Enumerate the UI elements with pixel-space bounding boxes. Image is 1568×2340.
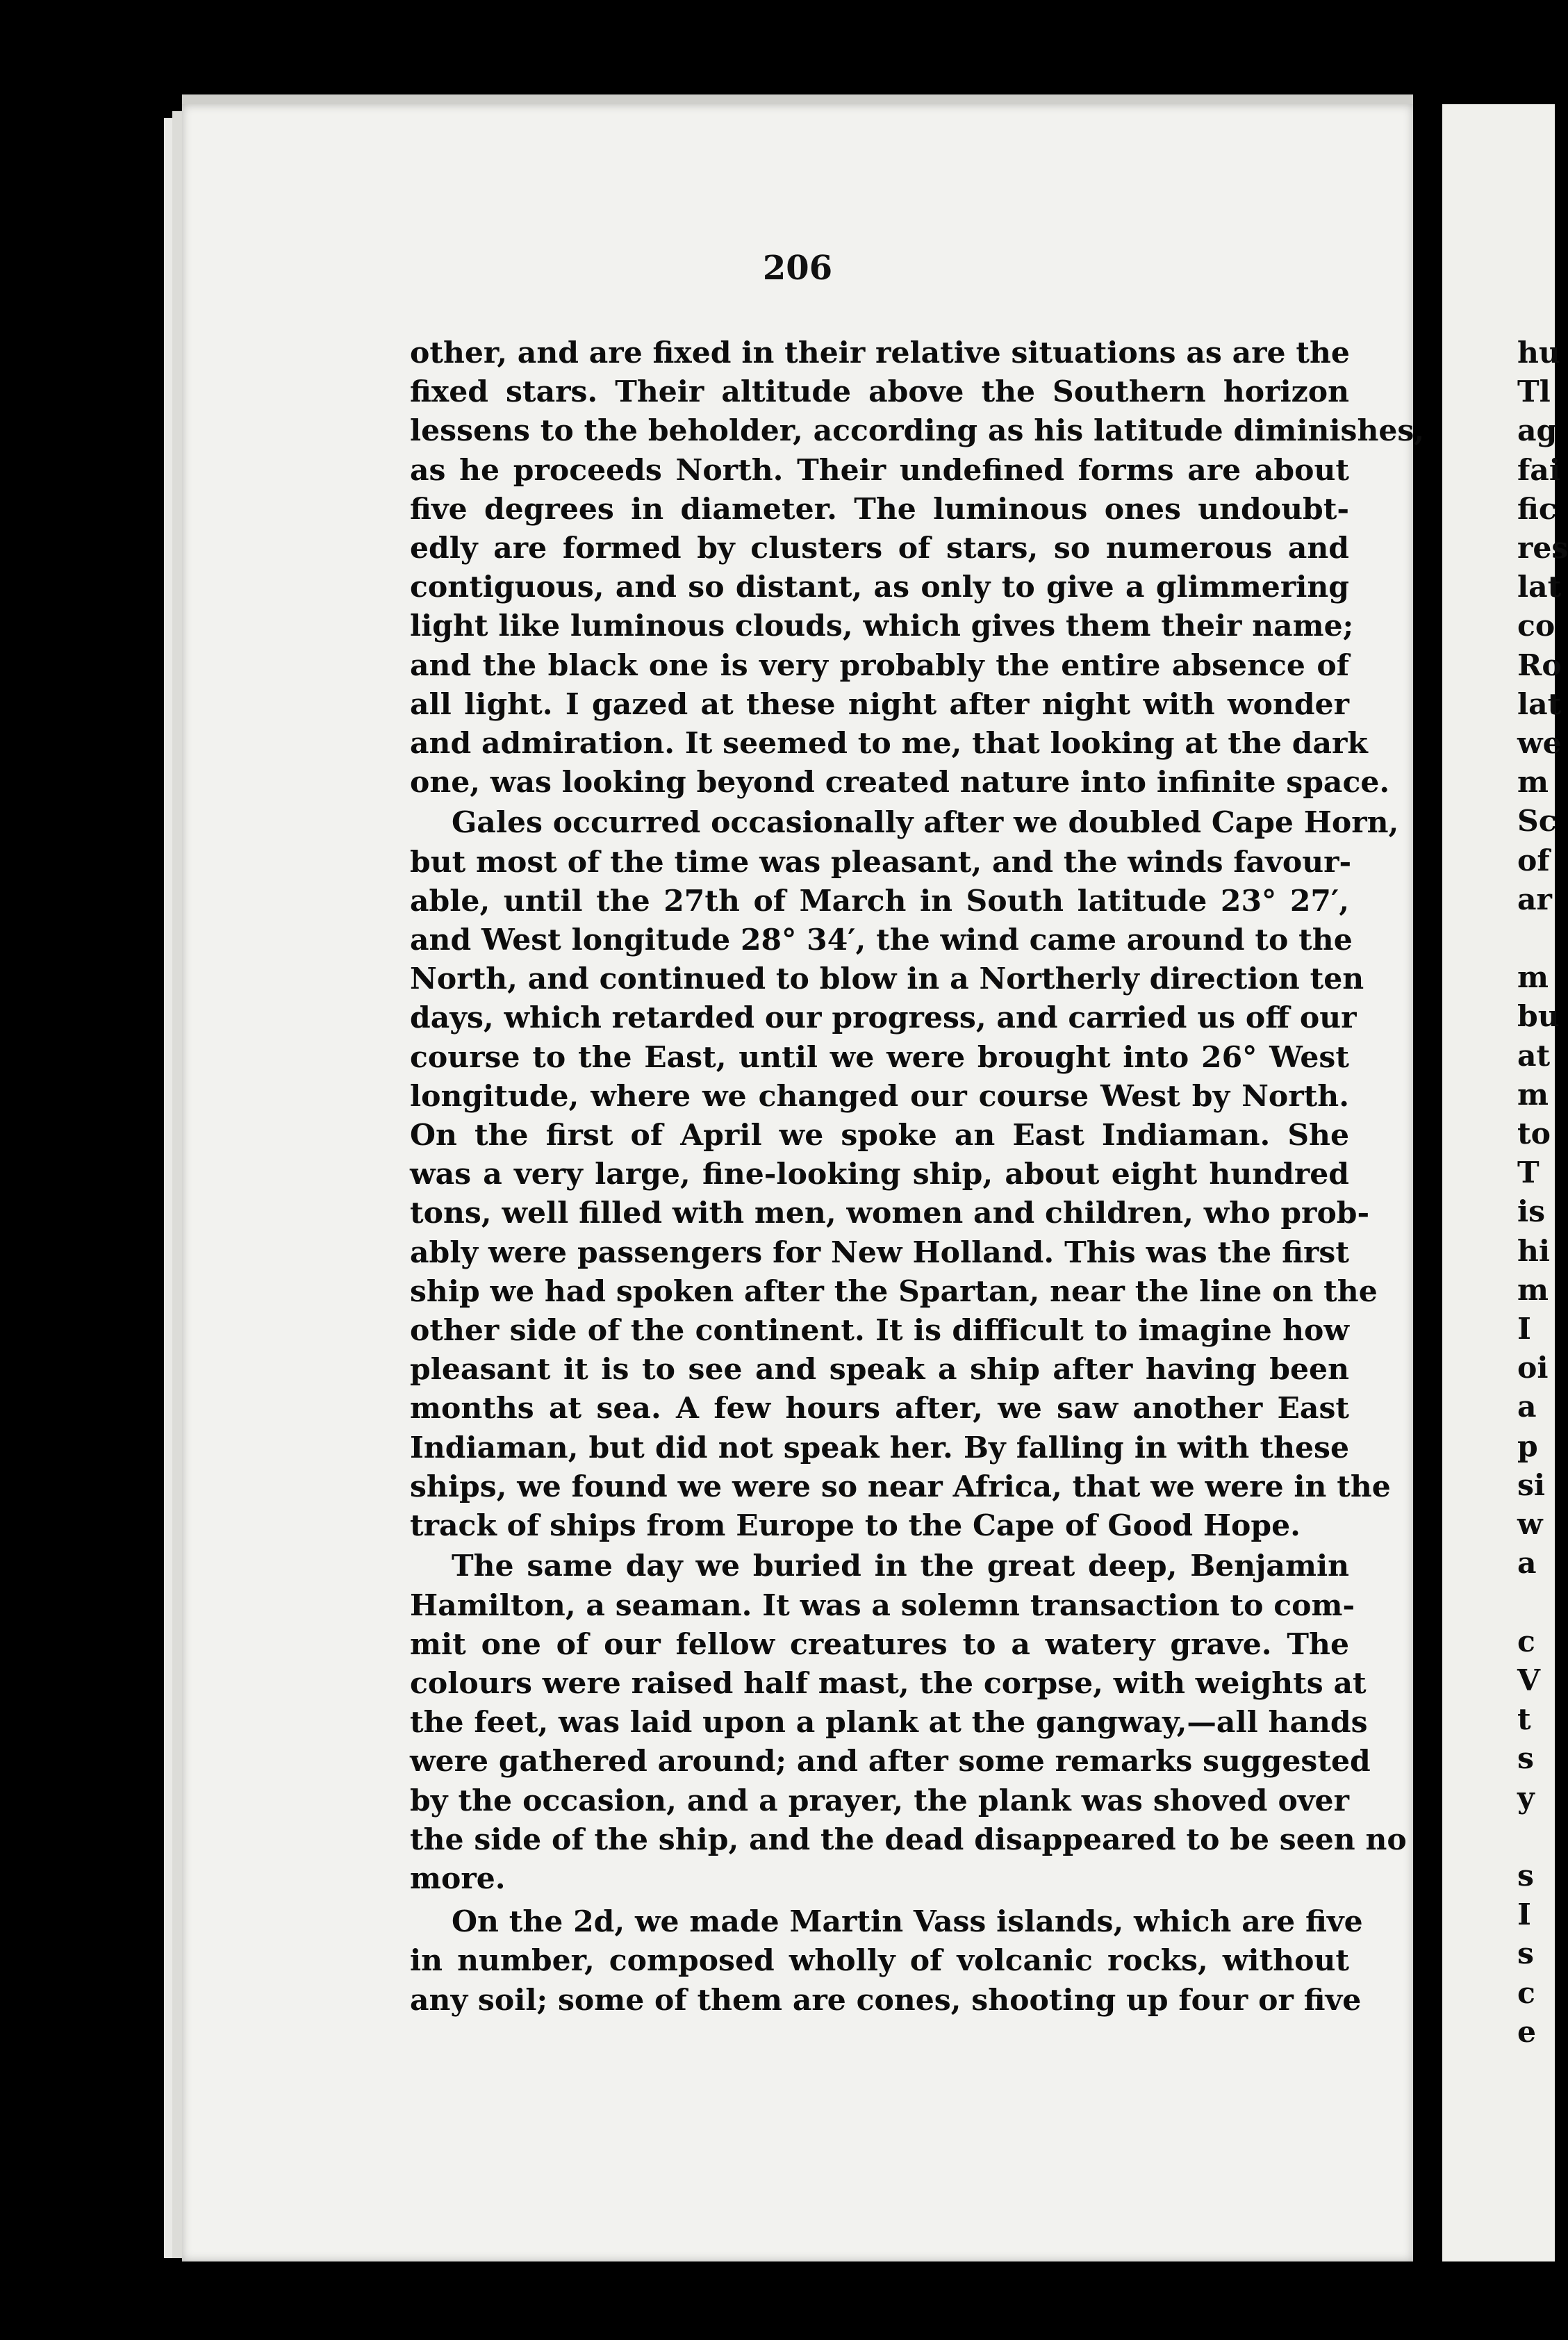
text-line: course to the East, until we were brought into 26° West (410, 1039, 1349, 1075)
facing-text-fragment: c (1517, 1975, 1535, 2011)
text-line: by the occasion, and a prayer, the plank was shoved over (410, 1783, 1349, 1818)
facing-text-fragment: ag (1517, 413, 1558, 449)
text-line: was a very large, fine-looking ship, about eight hundred (410, 1157, 1349, 1192)
text-line: ships, we found we were so near Africa, that we were in the (410, 1469, 1391, 1504)
facing-text-fragment: co (1517, 609, 1555, 644)
facing-text-fragment: c (1517, 1624, 1535, 1659)
facing-text-fragment: s (1517, 1858, 1534, 1893)
text-line: pleasant it is to see and speak a ship after having been (410, 1352, 1349, 1387)
facing-text-fragment (1517, 919, 1568, 958)
text-line: On the first of April we spoke an East Indiaman. She (410, 1118, 1349, 1153)
facing-text-fragment: I (1517, 1897, 1531, 1933)
text-line: edly are formed by clusters of stars, so numerous and (410, 531, 1349, 566)
facing-text-fragment: hu (1517, 336, 1560, 370)
facing-text-fragment: oi (1517, 1351, 1549, 1386)
facing-text-fragment: lat (1517, 570, 1562, 605)
facing-page (1442, 104, 1568, 2261)
facing-text-fragment: w (1517, 1507, 1543, 1542)
text-line: mit one of our fellow creatures to a watery grave. The (410, 1626, 1349, 1662)
text-line: more. (410, 1861, 506, 1896)
facing-text-fragment: at (1517, 1038, 1551, 1073)
facing-page-text (1517, 333, 1568, 2052)
text-line: fixed stars. Their altitude above the Southern horizon (410, 374, 1349, 410)
text-line: ship we had spoken after the Spartan, near the line on the (410, 1274, 1378, 1309)
text-line: tons, well filled with men, women and children, who prob- (410, 1196, 1370, 1231)
text-line: and West longitude 28° 34′, the wind came around to the (410, 923, 1353, 958)
book-page (182, 104, 1425, 2261)
text-line: track of ships from Europe to the Cape of Good Hope. (410, 1508, 1301, 1544)
text-line: colours were raised half mast, the corpse, with weights at (410, 1665, 1367, 1701)
facing-text-fragment: of (1517, 843, 1550, 878)
text-line: in number, composed wholly of volcanic rocks, without (410, 1943, 1349, 1979)
text-line: lessens to the beholder, according as his latitude diminishes, (410, 413, 1425, 449)
facing-text-fragment: m (1517, 765, 1549, 800)
text-line: other side of the continent. It is difficult to imagine how (410, 1313, 1349, 1349)
facing-text-fragment: y (1517, 1780, 1535, 1815)
text-line: North, and continued to blow in a Northerly direction ten (410, 962, 1364, 997)
text-line: On the 2d, we made Martin Vass islands, which are five (452, 1904, 1363, 1940)
page-number: 206 (762, 249, 833, 288)
text-line: were gathered around; and after some remarks suggested (410, 1744, 1371, 1779)
facing-text-fragment: fai (1517, 452, 1560, 488)
text-line: as he proceeds North. Their undefined forms are about (410, 452, 1349, 488)
text-line: days, which retarded our progress, and carried us off our (410, 1000, 1357, 1036)
facing-text-fragment: t (1517, 1702, 1531, 1738)
facing-text-fragment: p (1517, 1428, 1538, 1464)
text-line: any soil; some of them are cones, shooting up four or five (410, 1982, 1362, 2018)
facing-text-fragment (1517, 1583, 1568, 1622)
text-line: Hamilton, a seaman. It was a solemn transaction to com- (410, 1588, 1355, 1623)
text-line: able, until the 27th of March in South latitude 23° 27′, (410, 883, 1349, 918)
facing-text-fragment: lat (1517, 686, 1562, 722)
facing-text-fragment: we (1517, 726, 1562, 761)
facing-text-fragment: s (1517, 1936, 1534, 1972)
text-line: contiguous, and so distant, as only to give a glimmering (410, 570, 1349, 605)
facing-text-fragment: I (1517, 1312, 1531, 1347)
facing-text-fragment (1517, 1818, 1568, 1856)
facing-text-fragment: e (1517, 2014, 1537, 2050)
facing-text-fragment: a (1517, 1390, 1537, 1425)
text-line: but most of the time was pleasant, and the winds favour- (410, 844, 1352, 880)
facing-text-fragment: s (1517, 1741, 1534, 1777)
text-line: light like luminous clouds, which gives them their name; (410, 609, 1354, 644)
text-line: longitude, where we changed our course West by North. (410, 1078, 1349, 1114)
text-line: and admiration. It seemed to me, that looking at the dark (410, 726, 1368, 761)
facing-text-fragment: is (1517, 1194, 1546, 1230)
facing-text-fragment: bu (1517, 999, 1560, 1035)
text-line: Indiaman, but did not speak her. By falling in with these (410, 1430, 1349, 1465)
text-line: The same day we buried in the great deep, Benjamin (452, 1549, 1349, 1584)
text-line: the feet, was laid upon a plank at the gangway,—all hands (410, 1705, 1368, 1740)
facing-text-fragment: res (1517, 531, 1568, 566)
text-line: months at sea. A few hours after, we saw another East (410, 1391, 1349, 1426)
text-line: one, was looking beyond created nature into infinite space. (410, 765, 1390, 800)
page-body-text (410, 333, 1425, 2020)
facing-text-fragment: T (1517, 1155, 1540, 1191)
text-line: five degrees in diameter. The luminous ones undoubt- (410, 491, 1349, 527)
text-line: all light. I gazed at these night after night with wonder (410, 686, 1349, 722)
facing-text-fragment: a (1517, 1546, 1537, 1581)
facing-text-fragment: m (1517, 960, 1549, 996)
text-line: and the black one is very probably the entire absence of (410, 648, 1349, 683)
text-line: ably were passengers for New Holland. This was the first (410, 1235, 1349, 1270)
facing-text-fragment: to (1517, 1117, 1551, 1152)
facing-text-fragment: V (1517, 1663, 1540, 1698)
facing-text-fragment: hi (1517, 1233, 1551, 1269)
facing-text-fragment: Tl (1517, 374, 1551, 410)
text-line: the side of the ship, and the dead disappeared to be seen no (410, 1822, 1407, 1857)
facing-text-fragment: Ro (1517, 648, 1562, 683)
facing-text-fragment: m (1517, 1077, 1549, 1112)
text-line: Gales occurred occasionally after we doubled Cape Horn, (452, 805, 1399, 841)
facing-text-fragment: fic (1517, 491, 1557, 527)
facing-text-fragment: si (1517, 1467, 1546, 1503)
facing-text-fragment: m (1517, 1272, 1549, 1308)
facing-text-fragment: Sc (1517, 804, 1557, 839)
facing-text-fragment: ar (1517, 882, 1552, 917)
text-line: other, and are fixed in their relative situations as are the (410, 336, 1350, 370)
